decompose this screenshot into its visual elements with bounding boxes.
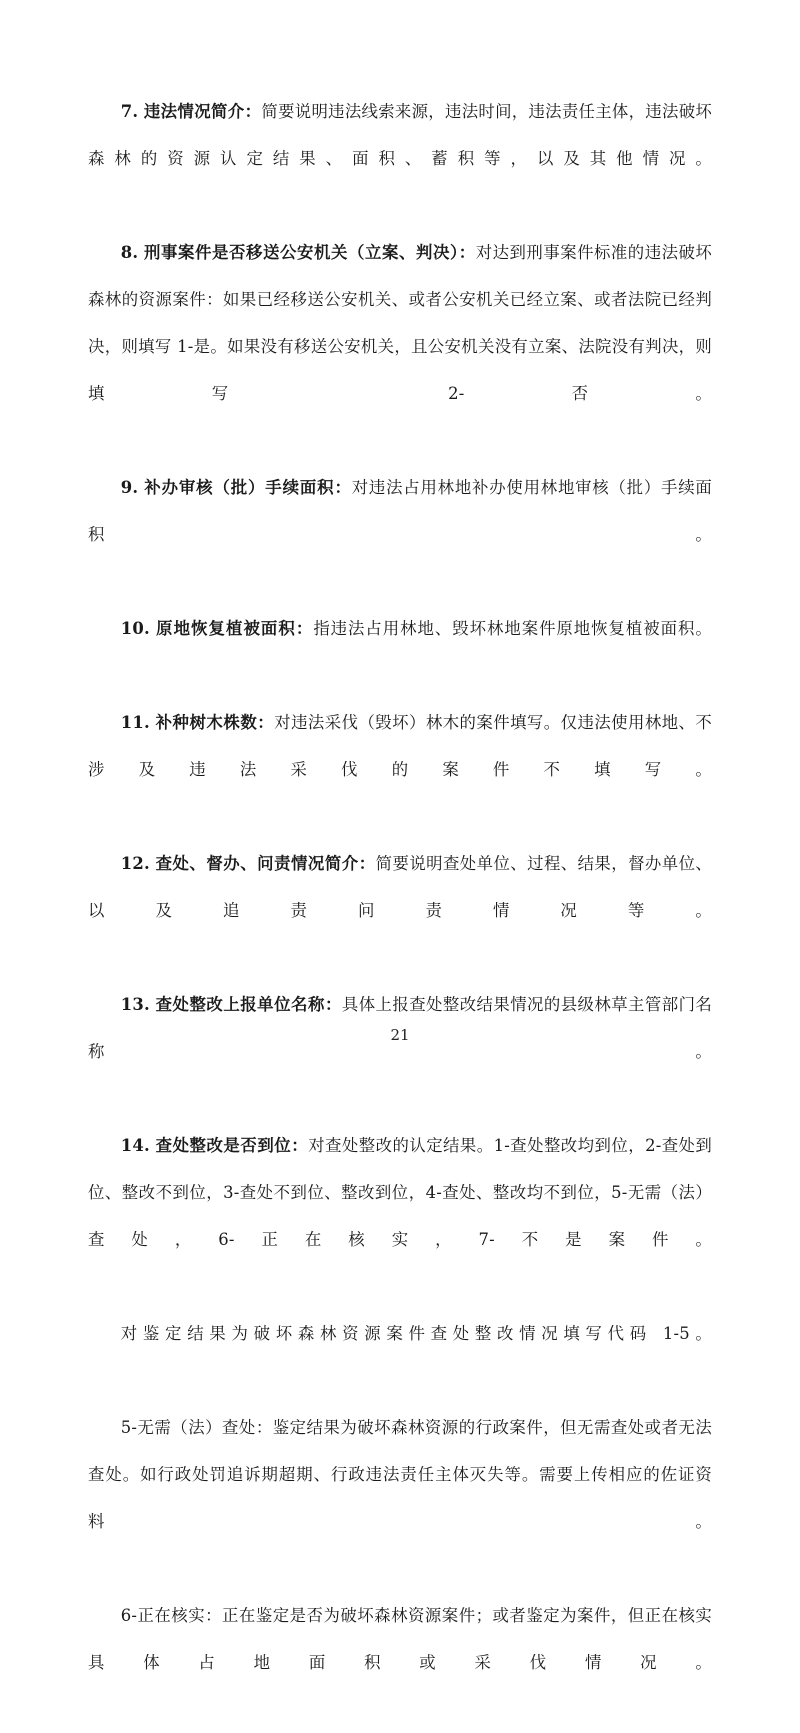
- note-body: 对鉴定结果为破坏森林资源案件查处整改情况填写代码 1-5。: [120, 1324, 712, 1343]
- paragraph-note-2: [88, 1404, 712, 1592]
- paragraph-item-10: [88, 605, 712, 699]
- paragraph-item-14: [88, 1122, 712, 1310]
- item-body: 指违法占用林地、毁坏林地案件原地恢复植被面积。: [313, 619, 712, 638]
- item-body: 对达到刑事案件标准的违法破坏森林的资源案件：如果已经移送公安机关、或者公安机关已经立案、或者法院已经判决，则填写 1-是。如果没有移送公安机关，且公安机关没有立案、法院没有判决，则填写 2-否。: [88, 243, 712, 403]
- item-separator: ：: [458, 243, 476, 262]
- item-number: 8.: [120, 243, 139, 262]
- item-label: 补种树木株数: [155, 713, 258, 732]
- paragraph-item-7: [88, 88, 712, 229]
- paragraph-item-12: [88, 840, 712, 981]
- item-separator: ：: [358, 854, 376, 873]
- note-body: 5-无需（法）查处：鉴定结果为破坏森林资源的行政案件，但无需查处或者无法查处。如行政处罚追诉期超期、行政违法责任主体灭失等。需要上传相应的佐证资料。: [88, 1418, 712, 1531]
- item-body: 简要说明查处单位、过程、结果，督办单位、以及追责问责情况等。: [88, 854, 712, 920]
- item-separator: ：: [334, 478, 352, 497]
- item-body: 对违法采伐（毁坏）林木的案件填写。仅违法使用林地、不涉及违法采伐的案件不填写。: [88, 713, 712, 779]
- item-body: 具体上报查处整改结果情况的县级林草主管部门名称。: [88, 995, 712, 1061]
- item-label: 原地恢复植被面积: [156, 619, 296, 638]
- item-label: 查处整改上报单位名称: [155, 995, 325, 1014]
- item-label: 查处整改是否到位: [155, 1136, 292, 1155]
- item-separator: ：: [295, 619, 314, 638]
- page-number: 21: [390, 1026, 410, 1044]
- item-separator: ：: [291, 1136, 309, 1155]
- item-number: 12.: [120, 854, 150, 873]
- paragraph-note-1: [88, 1310, 712, 1404]
- item-body: 简要说明违法线索来源，违法时间，违法责任主体，违法破坏森林的资源认定结果、面积、蓄积等，以及其他情况。: [88, 102, 712, 168]
- document-body: [88, 88, 712, 1733]
- item-number: 13.: [120, 995, 150, 1014]
- item-separator: ：: [257, 713, 275, 732]
- item-separator: ：: [324, 995, 342, 1014]
- paragraph-item-8: [88, 229, 712, 464]
- item-body: 对查处整改的认定结果。1-查处整改均到位，2-查处到位、整改不到位，3-查处不到位、整改到位，4-查处、整改均不到位，5-无需（法）查处，6-正在核实，7-不是案件。: [88, 1136, 712, 1249]
- item-number: 10.: [120, 619, 150, 638]
- item-number: 7.: [120, 102, 139, 121]
- item-number: 14.: [120, 1136, 150, 1155]
- item-label: 违法情况简介: [143, 102, 245, 121]
- item-label: 补办审核（批）手续面积: [144, 478, 335, 497]
- paragraph-item-11: [88, 699, 712, 840]
- paragraph-item-9: [88, 464, 712, 605]
- paragraph-note-3: [88, 1592, 712, 1733]
- note-body: 6-正在核实：正在鉴定是否为破坏森林资源案件；或者鉴定为案件，但正在核实具体占地面积或采伐情况。: [88, 1606, 712, 1672]
- item-number: 11.: [120, 713, 150, 732]
- item-label: 刑事案件是否移送公安机关（立案、判决）: [144, 243, 459, 262]
- item-number: 9.: [120, 478, 139, 497]
- item-body: 对违法占用林地补办使用林地审核（批）手续面积。: [88, 478, 712, 544]
- item-separator: ：: [244, 102, 262, 121]
- item-label: 查处、督办、问责情况简介: [155, 854, 359, 873]
- paragraph-item-13: [88, 981, 712, 1122]
